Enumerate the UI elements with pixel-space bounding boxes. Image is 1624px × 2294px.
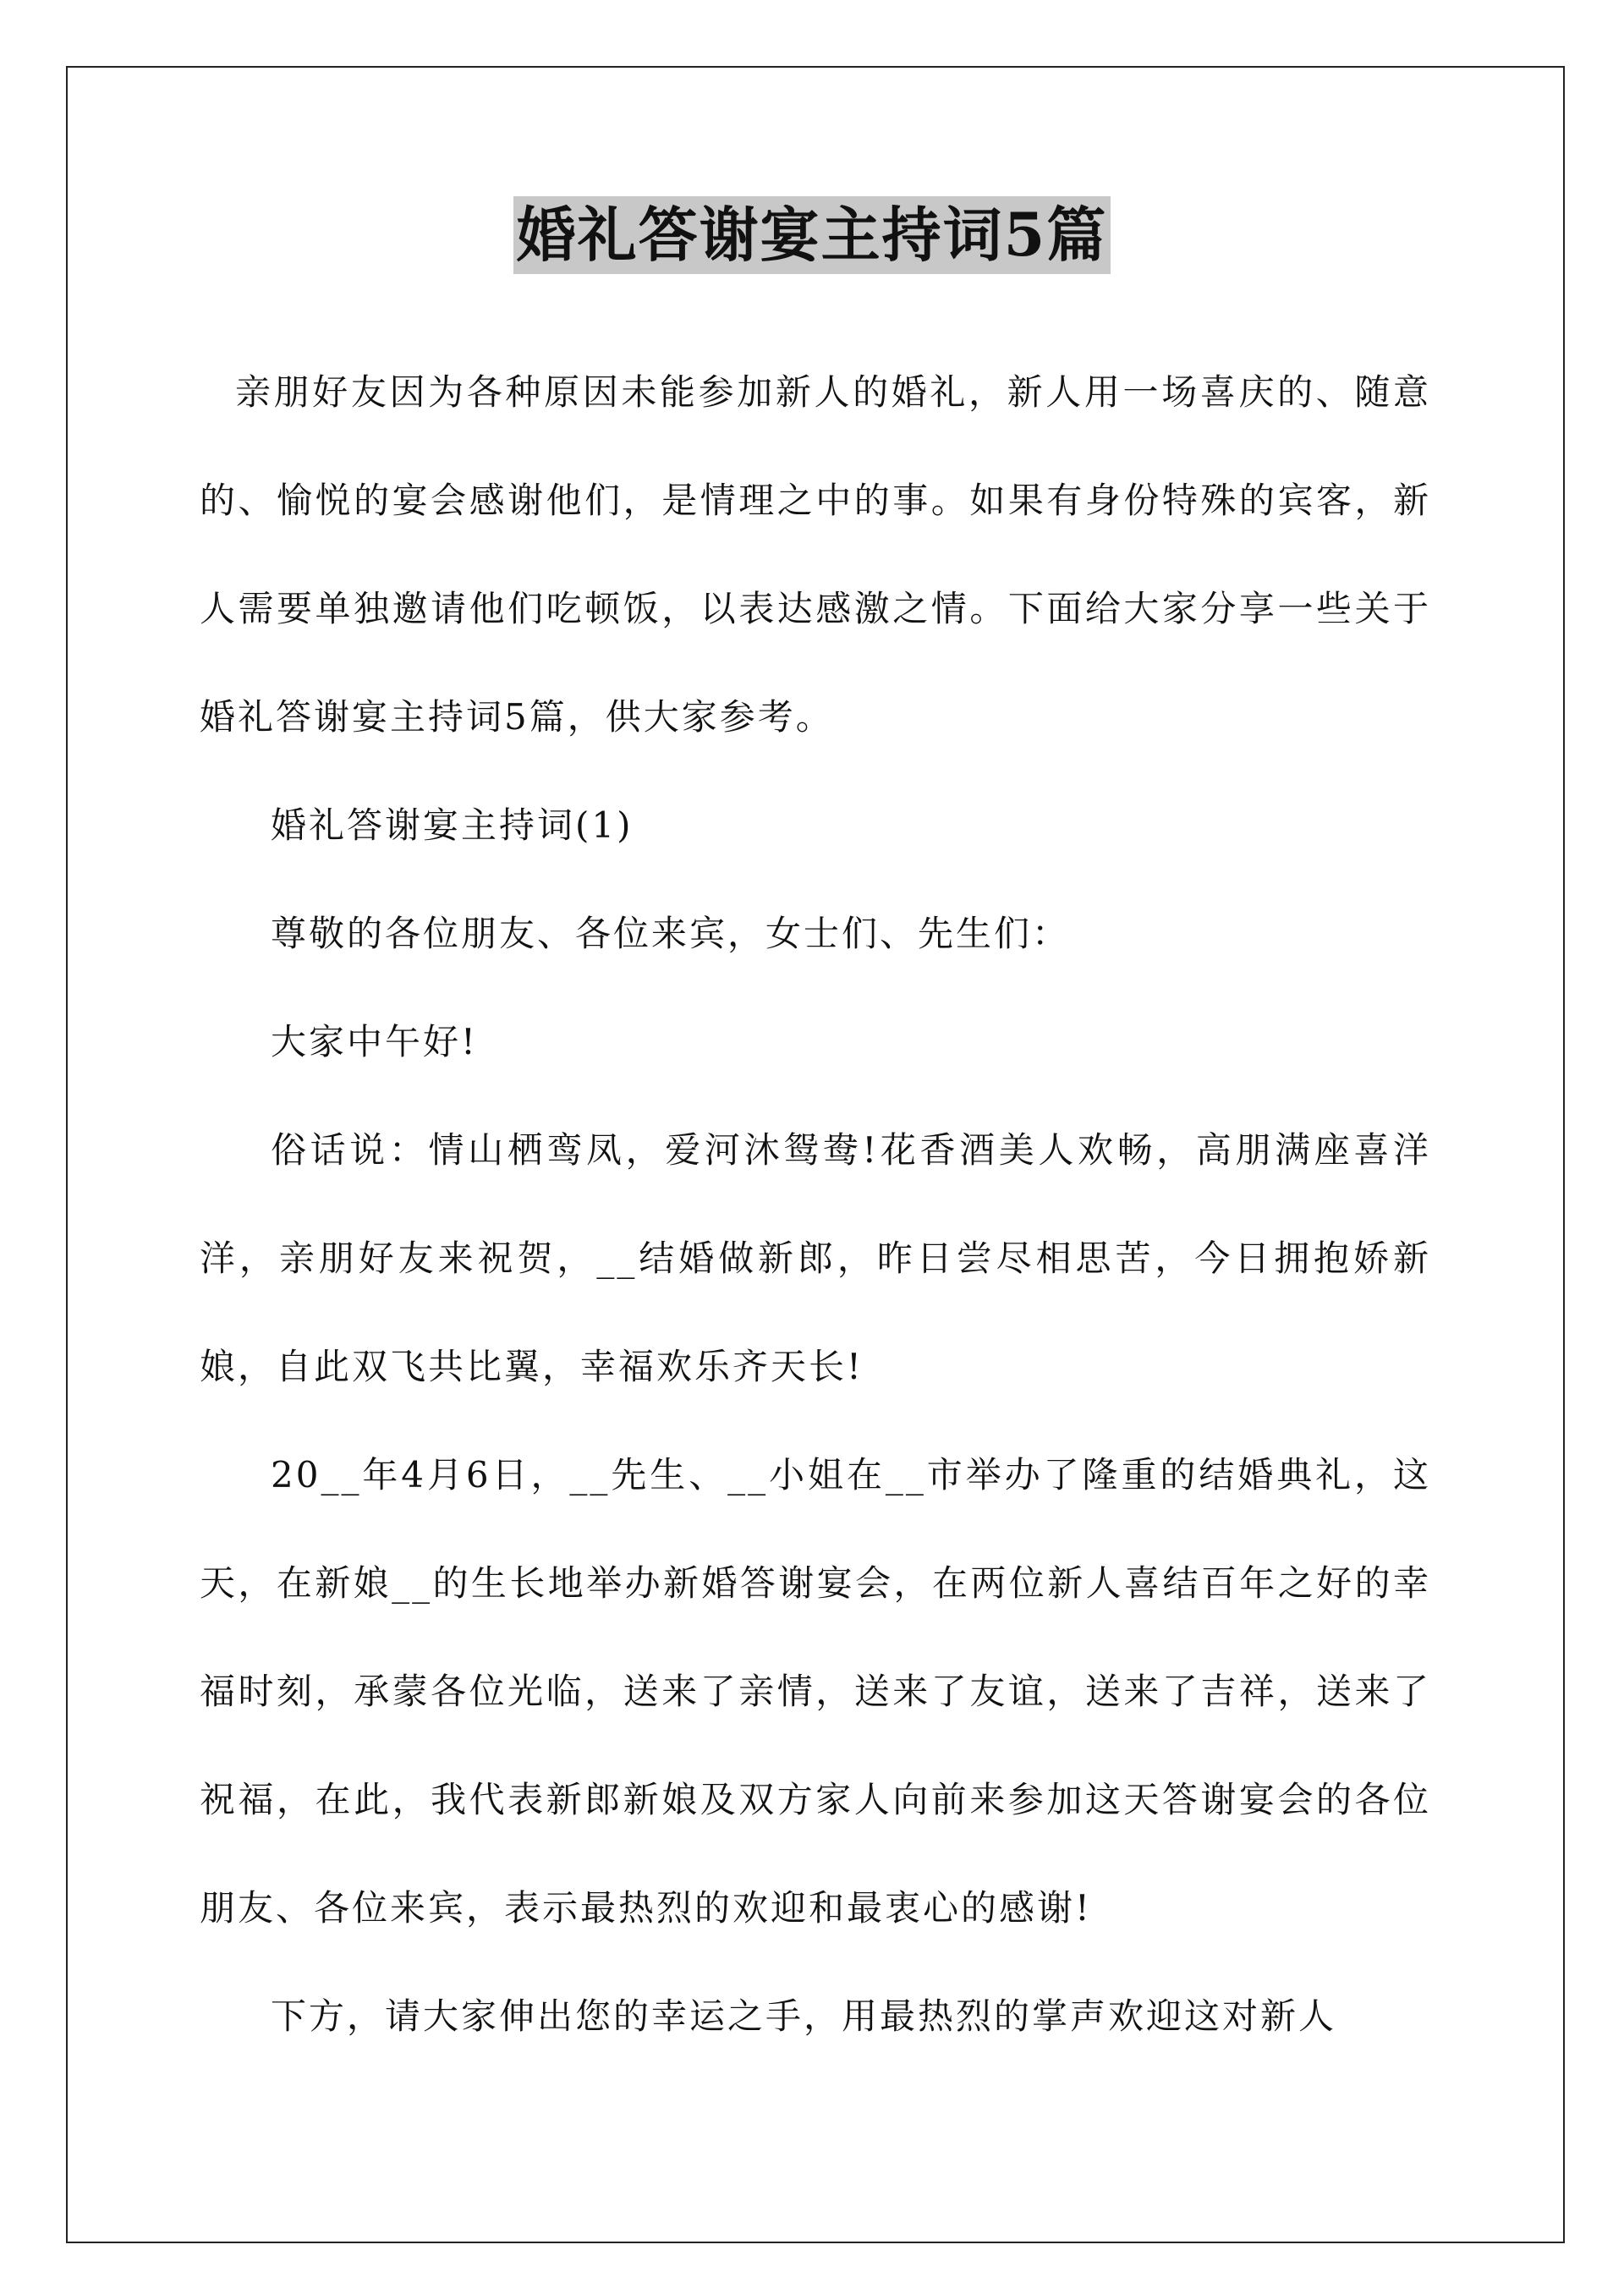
section-heading: 婚礼答谢宴主持词(1) [271, 804, 634, 846]
body-paragraph: 下方，请大家伸出您的幸运之手，用最热烈的掌声欢迎这对新人 [271, 1995, 1337, 2037]
greeting-paragraph: 大家中午好! [271, 1021, 478, 1062]
document-title: 婚礼答谢宴主持词5篇 [513, 196, 1111, 274]
salutation-paragraph: 尊敬的各位朋友、各位来宾，女士们、先生们： [271, 913, 1071, 954]
body-paragraph: 俗话说：情山栖鸾凤，爱河沐鸳鸯!花香酒美人欢畅，高朋满座喜洋洋，亲朋好友来祝贺，__结婚做新郎，昨日尝尽相思苦，今日拥抱娇新娘，自此双飞共比翼，幸福欢乐齐天长! [200, 1129, 1431, 1387]
intro-paragraph: 亲朋好友因为各种原因未能参加新人的婚礼，新人用一场喜庆的、随意的、愉悦的宴会感谢他们，是情理之中的事。如果有身份特殊的宾客，新人需要单独邀请他们吃顿饭，以表达感激之情。下面给大家分享一些关于婚礼答谢宴主持词5篇，供大家参考。 [200, 371, 1431, 738]
title-container [0, 196, 1624, 274]
document-body [200, 338, 1431, 2071]
body-paragraph: 20__年4月6日，__先生、__小姐在__市举办了隆重的结婚典礼，这天，在新娘__的生长地举办新婚答谢宴会，在两位新人喜结百年之好的幸福时刻，承蒙各位光临，送来了亲情，送来了友谊，送来了吉祥，送来了祝福，在此，我代表新郎新娘及双方家人向前来参加这天答谢宴会的各位朋友、各位来宾，表示最热烈的欢迎和最衷心的感谢! [200, 1454, 1431, 1929]
